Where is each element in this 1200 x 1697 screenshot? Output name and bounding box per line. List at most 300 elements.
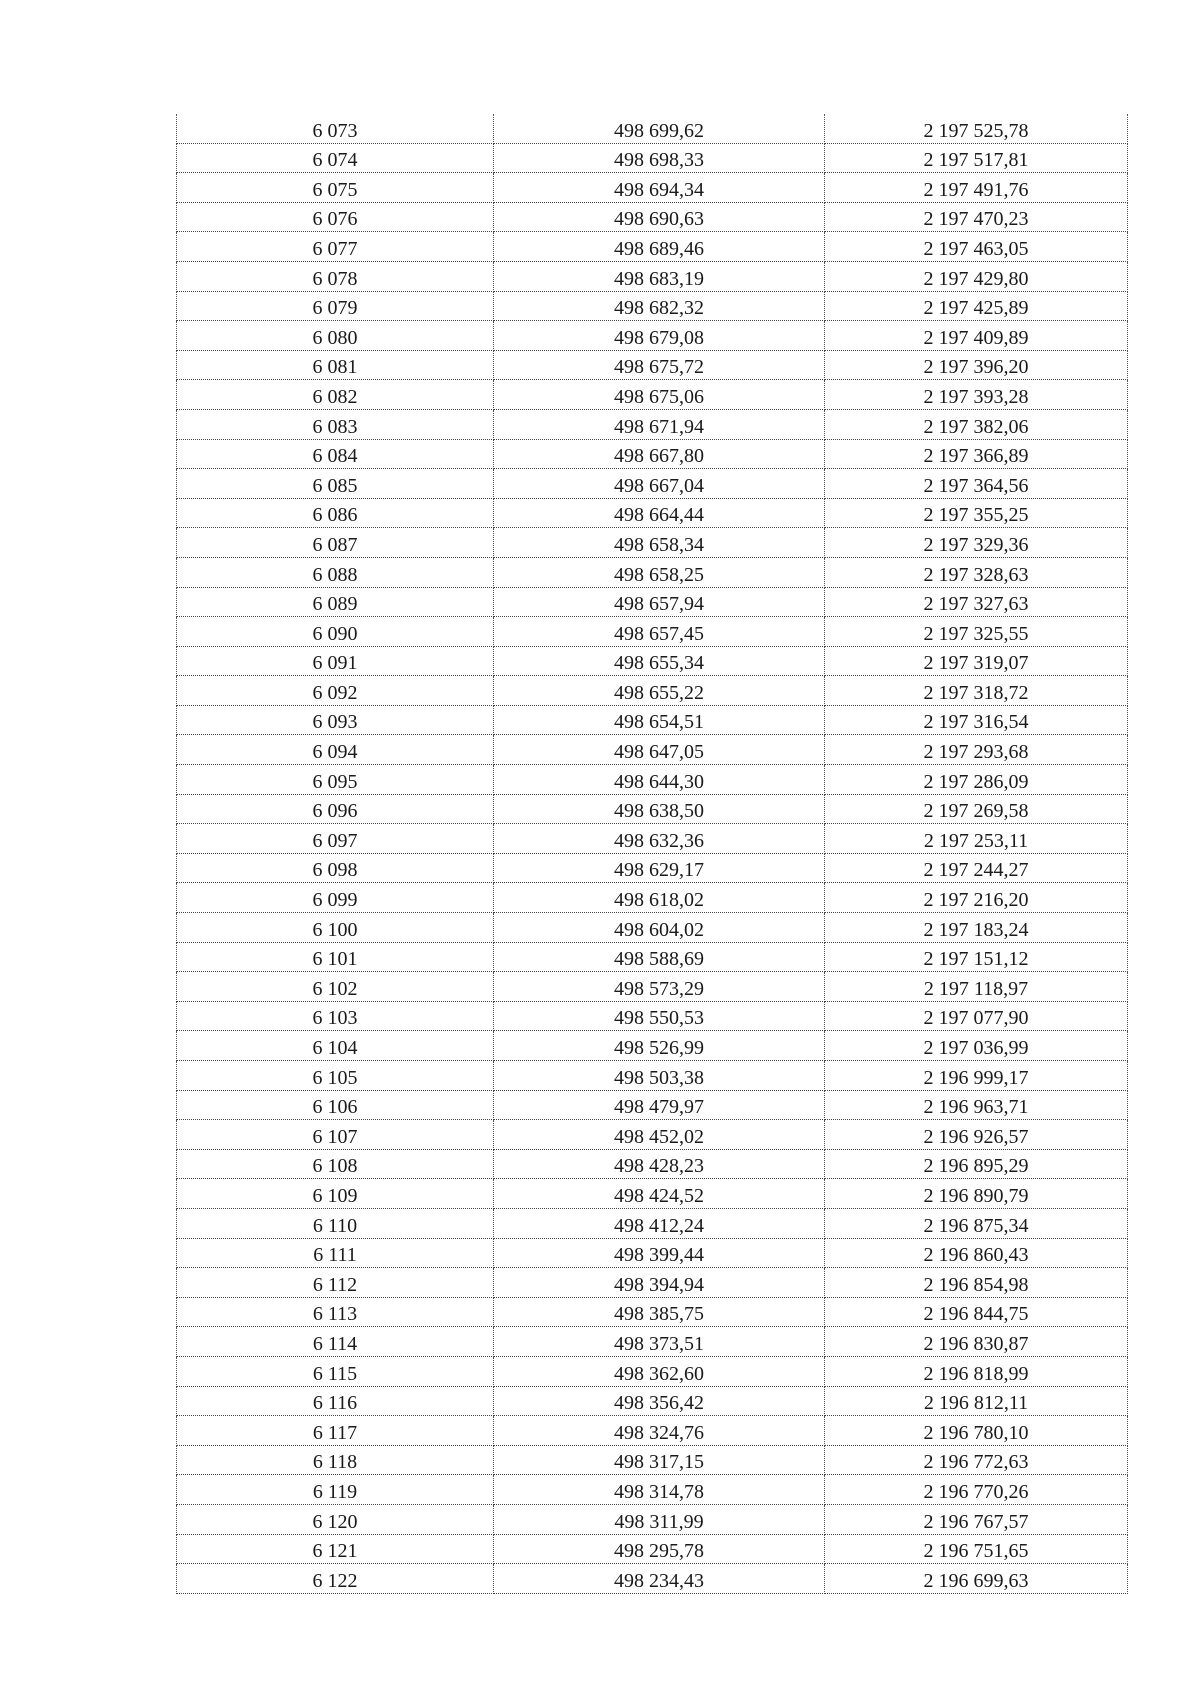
cell-text: 498 452,02 xyxy=(614,1125,704,1148)
x-coordinate-cell xyxy=(494,1445,825,1475)
cell-text: 6 120 xyxy=(312,1510,358,1533)
x-coordinate-cell xyxy=(494,1386,825,1416)
point-number-cell xyxy=(177,469,494,499)
cell-text: 2 196 812,11 xyxy=(923,1392,1029,1415)
x-coordinate-cell xyxy=(494,913,825,943)
x-coordinate-cell xyxy=(494,380,825,410)
table-row xyxy=(177,1297,1128,1327)
y-coordinate-cell xyxy=(825,1031,1128,1061)
cell-text: 6 115 xyxy=(312,1362,358,1385)
y-coordinate-cell xyxy=(825,1327,1128,1357)
point-number-cell xyxy=(177,261,494,291)
x-coordinate-cell xyxy=(494,173,825,203)
table-row xyxy=(177,913,1128,943)
cell-text: 6 117 xyxy=(312,1421,358,1444)
point-number-cell xyxy=(177,350,494,380)
cell-text: 498 412,24 xyxy=(614,1214,704,1237)
table-row xyxy=(177,1327,1128,1357)
y-coordinate-cell xyxy=(825,557,1128,587)
cell-text: 6 109 xyxy=(312,1184,358,1207)
cell-text: 498 638,50 xyxy=(614,800,704,823)
cell-text: 6 082 xyxy=(312,385,358,408)
x-coordinate-cell xyxy=(494,498,825,528)
point-number-cell xyxy=(177,913,494,943)
cell-text: 6 087 xyxy=(312,533,358,556)
y-coordinate-cell xyxy=(825,1534,1128,1564)
cell-text: 498 503,38 xyxy=(614,1066,704,1089)
x-coordinate-cell xyxy=(494,1504,825,1534)
cell-text: 6 114 xyxy=(312,1332,358,1355)
y-coordinate-cell xyxy=(825,469,1128,499)
cell-text: 2 197 316,54 xyxy=(923,711,1029,734)
point-number-cell xyxy=(177,380,494,410)
cell-text: 6 101 xyxy=(312,948,358,971)
cell-text: 498 394,94 xyxy=(614,1273,704,1296)
x-coordinate-cell xyxy=(494,1090,825,1120)
cell-text: 2 196 895,29 xyxy=(923,1155,1029,1178)
table-row xyxy=(177,202,1128,232)
x-coordinate-cell xyxy=(494,528,825,558)
cell-text: 6 113 xyxy=(312,1303,358,1326)
cell-text: 498 664,44 xyxy=(614,504,704,527)
cell-text: 6 102 xyxy=(312,977,358,1000)
y-coordinate-cell xyxy=(825,972,1128,1002)
y-coordinate-cell xyxy=(825,1297,1128,1327)
cell-text: 498 550,53 xyxy=(614,1007,704,1030)
cell-text: 6 076 xyxy=(312,208,358,231)
table-row xyxy=(177,1061,1128,1091)
x-coordinate-cell xyxy=(494,1268,825,1298)
cell-text: 498 658,34 xyxy=(614,533,704,556)
cell-text: 498 356,42 xyxy=(614,1392,704,1415)
point-number-cell xyxy=(177,1061,494,1091)
point-number-cell xyxy=(177,114,494,143)
cell-text: 6 078 xyxy=(312,267,358,290)
y-coordinate-cell xyxy=(825,646,1128,676)
cell-text: 6 099 xyxy=(312,889,358,912)
y-coordinate-cell xyxy=(825,528,1128,558)
table-row xyxy=(177,1475,1128,1505)
cell-text: 2 196 780,10 xyxy=(923,1421,1029,1444)
cell-text: 2 197 118,97 xyxy=(923,977,1029,1000)
table-row xyxy=(177,1564,1128,1594)
table-row xyxy=(177,1504,1128,1534)
cell-text: 498 573,29 xyxy=(614,977,704,1000)
y-coordinate-cell xyxy=(825,173,1128,203)
table-row xyxy=(177,735,1128,765)
cell-text: 2 197 293,68 xyxy=(923,741,1029,764)
cell-text: 6 095 xyxy=(312,770,358,793)
cell-text: 6 080 xyxy=(312,326,358,349)
point-number-cell xyxy=(177,1356,494,1386)
y-coordinate-cell xyxy=(825,1386,1128,1416)
y-coordinate-cell xyxy=(825,913,1128,943)
x-coordinate-cell xyxy=(494,1356,825,1386)
y-coordinate-cell xyxy=(825,1504,1128,1534)
x-coordinate-cell xyxy=(494,1238,825,1268)
x-coordinate-cell xyxy=(494,232,825,262)
table-row xyxy=(177,1445,1128,1475)
cell-text: 498 604,02 xyxy=(614,918,704,941)
cell-text: 498 314,78 xyxy=(614,1480,704,1503)
cell-text: 2 196 963,71 xyxy=(923,1096,1029,1119)
point-number-cell xyxy=(177,972,494,1002)
x-coordinate-cell xyxy=(494,439,825,469)
point-number-cell xyxy=(177,439,494,469)
point-number-cell xyxy=(177,173,494,203)
cell-text: 2 197 077,90 xyxy=(923,1007,1029,1030)
point-number-cell xyxy=(177,1268,494,1298)
table-row xyxy=(177,1120,1128,1150)
x-coordinate-cell xyxy=(494,794,825,824)
x-coordinate-cell xyxy=(494,1534,825,1564)
cell-text: 498 362,60 xyxy=(614,1362,704,1385)
x-coordinate-cell xyxy=(494,1416,825,1446)
cell-text: 6 116 xyxy=(312,1392,358,1415)
point-number-cell xyxy=(177,794,494,824)
point-number-cell xyxy=(177,1031,494,1061)
cell-text: 498 428,23 xyxy=(614,1155,704,1178)
y-coordinate-cell xyxy=(825,350,1128,380)
cell-text: 6 106 xyxy=(312,1096,358,1119)
table-row xyxy=(177,853,1128,883)
cell-text: 498 675,72 xyxy=(614,356,704,379)
point-number-cell xyxy=(177,883,494,913)
cell-text: 2 196 830,87 xyxy=(923,1332,1029,1355)
x-coordinate-cell xyxy=(494,1327,825,1357)
cell-text: 6 073 xyxy=(312,119,358,142)
cell-text: 2 196 767,57 xyxy=(923,1510,1029,1533)
point-number-cell xyxy=(177,1297,494,1327)
point-number-cell xyxy=(177,498,494,528)
y-coordinate-cell xyxy=(825,202,1128,232)
cell-text: 498 657,45 xyxy=(614,622,704,645)
cell-text: 2 197 463,05 xyxy=(923,237,1029,260)
point-number-cell xyxy=(177,617,494,647)
point-number-cell xyxy=(177,646,494,676)
cell-text: 2 197 364,56 xyxy=(923,474,1029,497)
table-row xyxy=(177,1386,1128,1416)
cell-text: 2 197 396,20 xyxy=(923,356,1029,379)
y-coordinate-cell xyxy=(825,705,1128,735)
cell-text: 498 694,34 xyxy=(614,178,704,201)
table-row xyxy=(177,1208,1128,1238)
point-number-cell xyxy=(177,705,494,735)
y-coordinate-cell xyxy=(825,1416,1128,1446)
point-number-cell xyxy=(177,1386,494,1416)
cell-text: 2 197 409,89 xyxy=(923,326,1029,349)
x-coordinate-cell xyxy=(494,676,825,706)
table-row xyxy=(177,617,1128,647)
cell-text: 2 197 355,25 xyxy=(923,504,1029,527)
cell-text: 6 074 xyxy=(312,149,358,172)
table-row xyxy=(177,439,1128,469)
cell-text: 6 098 xyxy=(312,859,358,882)
cell-text: 498 629,17 xyxy=(614,859,704,882)
y-coordinate-cell xyxy=(825,232,1128,262)
table-row xyxy=(177,498,1128,528)
x-coordinate-cell xyxy=(494,202,825,232)
cell-text: 498 657,94 xyxy=(614,593,704,616)
x-coordinate-cell xyxy=(494,557,825,587)
cell-text: 2 197 491,76 xyxy=(923,178,1029,201)
y-coordinate-cell xyxy=(825,143,1128,173)
cell-text: 498 311,99 xyxy=(614,1510,704,1533)
cell-text: 2 197 036,99 xyxy=(923,1037,1029,1059)
y-coordinate-cell xyxy=(825,1268,1128,1298)
cell-text: 6 097 xyxy=(312,829,358,852)
table-row xyxy=(177,1179,1128,1209)
cell-text: 498 699,62 xyxy=(614,119,704,142)
x-coordinate-cell xyxy=(494,409,825,439)
x-coordinate-cell xyxy=(494,261,825,291)
point-number-cell xyxy=(177,735,494,765)
table-row xyxy=(177,321,1128,351)
y-coordinate-cell xyxy=(825,794,1128,824)
point-number-cell xyxy=(177,1090,494,1120)
coordinates-table-body xyxy=(177,114,1128,1593)
cell-text: 2 196 751,65 xyxy=(923,1540,1029,1563)
table-row xyxy=(177,705,1128,735)
cell-text: 6 096 xyxy=(312,800,358,823)
table-row xyxy=(177,1090,1128,1120)
coordinates-table xyxy=(176,114,1128,1594)
cell-text: 498 588,69 xyxy=(614,948,704,971)
table-row xyxy=(177,972,1128,1002)
point-number-cell xyxy=(177,321,494,351)
cell-text: 6 088 xyxy=(312,563,358,586)
point-number-cell xyxy=(177,1475,494,1505)
cell-text: 6 084 xyxy=(312,445,358,468)
y-coordinate-cell xyxy=(825,380,1128,410)
cell-text: 498 654,51 xyxy=(614,711,704,734)
table-row xyxy=(177,676,1128,706)
cell-text: 2 197 286,09 xyxy=(923,770,1029,793)
cell-text: 498 667,04 xyxy=(614,474,704,497)
x-coordinate-cell xyxy=(494,1564,825,1594)
table-row xyxy=(177,143,1128,173)
cell-text: 498 679,08 xyxy=(614,326,704,349)
table-row xyxy=(177,1031,1128,1061)
cell-text: 2 196 875,34 xyxy=(923,1214,1029,1237)
cell-text: 6 108 xyxy=(312,1155,358,1178)
point-number-cell xyxy=(177,1534,494,1564)
cell-text: 6 121 xyxy=(312,1540,358,1563)
cell-text: 2 197 216,20 xyxy=(923,889,1029,912)
cell-text: 2 197 151,12 xyxy=(923,948,1029,971)
x-coordinate-cell xyxy=(494,765,825,795)
point-number-cell xyxy=(177,557,494,587)
cell-text: 498 632,36 xyxy=(614,829,704,852)
cell-text: 2 197 319,07 xyxy=(923,652,1029,675)
cell-text: 2 196 770,26 xyxy=(923,1480,1029,1503)
x-coordinate-cell xyxy=(494,143,825,173)
point-number-cell xyxy=(177,143,494,173)
table-row xyxy=(177,232,1128,262)
cell-text: 498 690,63 xyxy=(614,208,704,231)
cell-text: 6 079 xyxy=(312,297,358,320)
cell-text: 6 118 xyxy=(312,1451,358,1474)
cell-text: 6 112 xyxy=(312,1273,358,1296)
y-coordinate-cell xyxy=(825,676,1128,706)
y-coordinate-cell xyxy=(825,1090,1128,1120)
x-coordinate-cell xyxy=(494,1179,825,1209)
x-coordinate-cell xyxy=(494,291,825,321)
x-coordinate-cell xyxy=(494,705,825,735)
x-coordinate-cell xyxy=(494,1475,825,1505)
table-row xyxy=(177,380,1128,410)
point-number-cell xyxy=(177,1416,494,1446)
cell-text: 498 385,75 xyxy=(614,1303,704,1326)
table-row xyxy=(177,942,1128,972)
point-number-cell xyxy=(177,1504,494,1534)
y-coordinate-cell xyxy=(825,1149,1128,1179)
cell-text: 498 424,52 xyxy=(614,1184,704,1207)
x-coordinate-cell xyxy=(494,1149,825,1179)
cell-text: 2 197 470,23 xyxy=(923,208,1029,231)
cell-text: 2 197 244,27 xyxy=(923,859,1029,882)
x-coordinate-cell xyxy=(494,1297,825,1327)
cell-text: 2 196 926,57 xyxy=(923,1125,1029,1148)
y-coordinate-cell xyxy=(825,261,1128,291)
table-row xyxy=(177,469,1128,499)
cell-text: 6 081 xyxy=(312,356,358,379)
cell-text: 2 196 860,43 xyxy=(923,1244,1029,1267)
table-row xyxy=(177,1268,1128,1298)
y-coordinate-cell xyxy=(825,1208,1128,1238)
y-coordinate-cell xyxy=(825,853,1128,883)
cell-text: 498 689,46 xyxy=(614,237,704,260)
y-coordinate-cell xyxy=(825,439,1128,469)
cell-text: 6 107 xyxy=(312,1125,358,1148)
y-coordinate-cell xyxy=(825,1475,1128,1505)
y-coordinate-cell xyxy=(825,765,1128,795)
cell-text: 498 671,94 xyxy=(614,415,704,438)
x-coordinate-cell xyxy=(494,1120,825,1150)
cell-text: 2 197 327,63 xyxy=(923,593,1029,616)
cell-text: 6 086 xyxy=(312,504,358,527)
point-number-cell xyxy=(177,409,494,439)
x-coordinate-cell xyxy=(494,321,825,351)
point-number-cell xyxy=(177,528,494,558)
cell-text: 6 094 xyxy=(312,741,358,764)
point-number-cell xyxy=(177,291,494,321)
y-coordinate-cell xyxy=(825,114,1128,143)
x-coordinate-cell xyxy=(494,824,825,854)
cell-text: 2 196 844,75 xyxy=(923,1303,1029,1326)
y-coordinate-cell xyxy=(825,824,1128,854)
cell-text: 498 658,25 xyxy=(614,563,704,586)
cell-text: 2 197 425,89 xyxy=(923,297,1029,320)
point-number-cell xyxy=(177,676,494,706)
y-coordinate-cell xyxy=(825,942,1128,972)
cell-text: 498 295,78 xyxy=(614,1540,704,1563)
y-coordinate-cell xyxy=(825,735,1128,765)
table-row xyxy=(177,1534,1128,1564)
cell-text: 6 085 xyxy=(312,474,358,497)
table-row xyxy=(177,291,1128,321)
point-number-cell xyxy=(177,942,494,972)
y-coordinate-cell xyxy=(825,1445,1128,1475)
x-coordinate-cell xyxy=(494,587,825,617)
point-number-cell xyxy=(177,824,494,854)
cell-text: 2 197 517,81 xyxy=(923,149,1029,172)
table-row xyxy=(177,261,1128,291)
table-row xyxy=(177,1149,1128,1179)
table-row xyxy=(177,1416,1128,1446)
cell-text: 498 655,34 xyxy=(614,652,704,675)
cell-text: 6 122 xyxy=(312,1569,358,1592)
cell-text: 2 197 429,80 xyxy=(923,267,1029,290)
point-number-cell xyxy=(177,765,494,795)
y-coordinate-cell xyxy=(825,1179,1128,1209)
cell-text: 498 683,19 xyxy=(614,267,704,290)
cell-text: 498 618,02 xyxy=(614,889,704,912)
cell-text: 498 234,43 xyxy=(614,1569,704,1592)
y-coordinate-cell xyxy=(825,587,1128,617)
cell-text: 2 197 366,89 xyxy=(923,445,1029,468)
cell-text: 6 111 xyxy=(313,1244,357,1267)
y-coordinate-cell xyxy=(825,1001,1128,1031)
x-coordinate-cell xyxy=(494,350,825,380)
table-row xyxy=(177,587,1128,617)
table-row xyxy=(177,765,1128,795)
cell-text: 2 197 325,55 xyxy=(923,622,1029,645)
point-number-cell xyxy=(177,1327,494,1357)
cell-text: 6 093 xyxy=(312,711,358,734)
cell-text: 498 373,51 xyxy=(614,1332,704,1355)
x-coordinate-cell xyxy=(494,114,825,143)
point-number-cell xyxy=(177,1238,494,1268)
table-row xyxy=(177,1238,1128,1268)
cell-text: 498 655,22 xyxy=(614,681,704,704)
x-coordinate-cell xyxy=(494,1061,825,1091)
table-row xyxy=(177,528,1128,558)
y-coordinate-cell xyxy=(825,1238,1128,1268)
point-number-cell xyxy=(177,853,494,883)
table-row xyxy=(177,114,1128,143)
x-coordinate-cell xyxy=(494,853,825,883)
cell-text: 498 526,99 xyxy=(614,1037,704,1059)
y-coordinate-cell xyxy=(825,883,1128,913)
cell-text: 6 105 xyxy=(312,1066,358,1089)
cell-text: 6 092 xyxy=(312,681,358,704)
cell-text: 2 196 890,79 xyxy=(923,1184,1029,1207)
table-row xyxy=(177,646,1128,676)
x-coordinate-cell xyxy=(494,883,825,913)
cell-text: 6 104 xyxy=(312,1037,358,1059)
table-row xyxy=(177,350,1128,380)
cell-text: 498 698,33 xyxy=(614,149,704,172)
point-number-cell xyxy=(177,1001,494,1031)
y-coordinate-cell xyxy=(825,498,1128,528)
cell-text: 6 089 xyxy=(312,593,358,616)
cell-text: 6 100 xyxy=(312,918,358,941)
table-row xyxy=(177,409,1128,439)
point-number-cell xyxy=(177,1120,494,1150)
x-coordinate-cell xyxy=(494,1001,825,1031)
cell-text: 6 075 xyxy=(312,178,358,201)
x-coordinate-cell xyxy=(494,646,825,676)
cell-text: 2 197 318,72 xyxy=(923,681,1029,704)
y-coordinate-cell xyxy=(825,617,1128,647)
cell-text: 2 196 772,63 xyxy=(923,1451,1029,1474)
x-coordinate-cell xyxy=(494,972,825,1002)
cell-text: 6 090 xyxy=(312,622,358,645)
cell-text: 2 197 329,36 xyxy=(923,533,1029,556)
cell-text: 6 077 xyxy=(312,237,358,260)
cell-text: 6 103 xyxy=(312,1007,358,1030)
